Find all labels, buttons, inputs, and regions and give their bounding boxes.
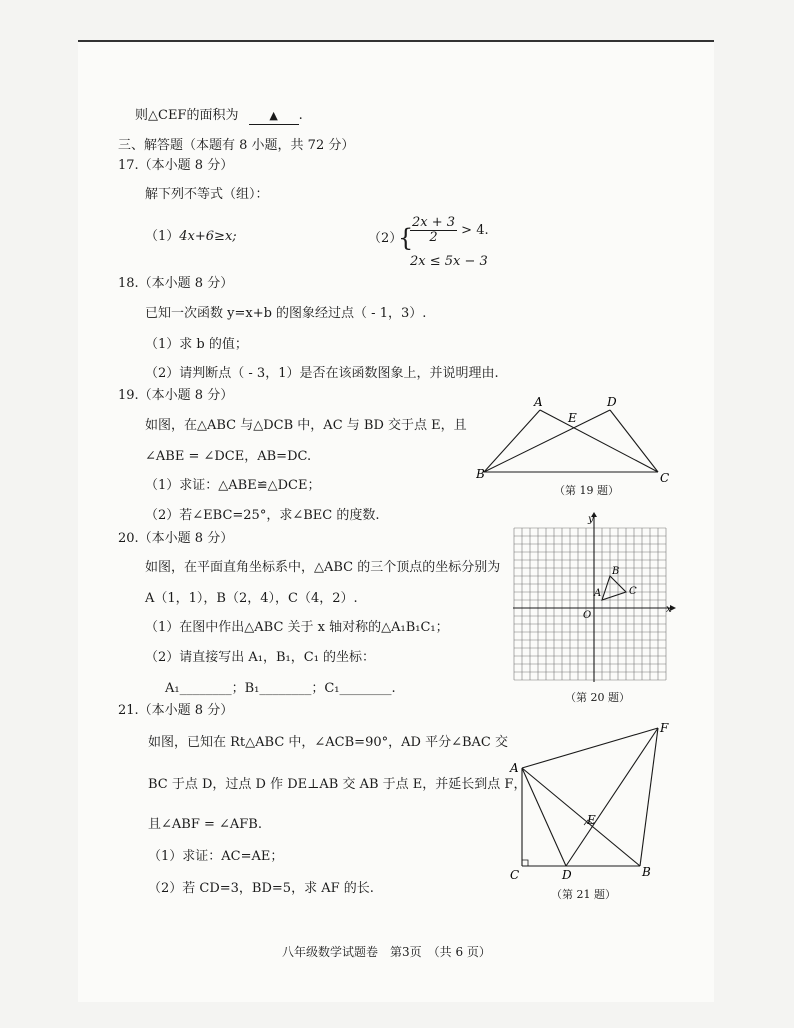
q17-part2-label: （2） [368,231,403,246]
q19-line1: 如图，在△ABC 与△DCB 中，AC 与 BD 交于点 E，且 [145,418,467,433]
label-y: y [588,514,594,525]
segment-af [522,728,658,768]
label-a: A [594,588,602,599]
section-title: 三、解答题（本题有 8 小题，共 72 分） [118,138,355,153]
label-a: A [510,761,519,775]
label-d: D [607,395,617,409]
q19-figure [476,394,676,494]
segment-df [566,728,658,866]
q18-part1: （1）求 b 的值； [145,337,248,352]
q21-line3: 且∠ABF = ∠AFB. [148,817,262,832]
q19-number: 19.（本小题 8 分） [118,388,234,403]
q21-part2: （2）若 CD=3，BD=5，求 AF 的长. [148,881,374,896]
q19-line2: ∠ABE = ∠DCE，AB=DC. [145,449,312,464]
brace: { [398,224,414,252]
segment-ac [540,410,658,472]
label-b: B [642,865,651,879]
cef-area-question: 则△CEF的面积为 ▲ . [135,108,303,123]
q21-number: 21.（本小题 8 分） [118,703,234,718]
triangle-abc [602,576,626,600]
label-c: C [629,586,637,597]
label-c: C [660,471,670,485]
q21-line2: BC 于点 D，过点 D 作 DE⊥AB 交 AB 于点 E，并延长到点 F， [148,777,527,792]
q20-number: 20.（本小题 8 分） [118,531,234,546]
q20-part1: （1）在图中作出△ABC 关于 x 轴对称的△A₁B₁C₁； [145,620,449,635]
answer-blank: ▲ [249,108,299,125]
q21-line1: 如图，已知在 Rt△ABC 中，∠ACB=90°，AD 平分∠BAC 交 [148,735,508,750]
q17-intro: 解下列不等式（组）： [145,187,269,202]
q21-figure [508,716,678,888]
q19-caption: （第 19 题） [554,484,619,497]
q19-part2: （2）若∠EBC=25°，求∠BEC 的度数. [145,508,380,523]
q20-answer-blanks: A₁________；B₁________；C₁________. [165,681,396,696]
label-e: E [587,813,596,827]
q17-number: 17.（本小题 8 分） [118,158,234,173]
label-a: A [534,395,543,409]
segment-ab [484,410,540,472]
q17-part1: （1）4x+6≥x; [145,229,237,244]
label-e: E [568,411,577,425]
q18-number: 18.（本小题 8 分） [118,276,234,291]
q20-caption: （第 20 题） [565,691,630,704]
segment-bd [484,410,610,472]
right-angle-c [522,860,528,866]
q18-part2: （2）请判断点（ - 3，1）是否在该函数图象上，并说明理由. [145,366,499,381]
segment-ab [522,768,640,866]
page-footer: 八年级数学试题卷 第3页 （共 6 页） [282,945,491,959]
q20-part2: （2）请直接写出 A₁，B₁，C₁ 的坐标： [145,650,376,665]
q17-system-line1: $\frac{2x + 3}{2}$ > 4. [412,215,489,245]
q20-line2: A（1，1），B（2，4），C（4，2）. [145,591,358,606]
segment-ad [522,768,566,866]
label-b: B [612,566,620,577]
label-o: O [583,610,592,621]
q20-grid-figure [510,512,680,684]
label-c: C [510,868,520,882]
label-b: B [476,467,485,481]
q17-system-line2: 2x ≤ 5x − 3 [410,254,488,269]
segment-dc [610,410,658,472]
label-d: D [562,868,572,882]
q21-part1: （1）求证：AC=AE； [148,849,284,864]
q18-intro: 已知一次函数 y=x+b 的图象经过点（ - 1，3）. [145,306,427,321]
q19-part1: （1）求证：△ABE≌△DCE； [145,478,321,493]
segment-bf [640,728,658,866]
q20-line1: 如图，在平面直角坐标系中，△ABC 的三个顶点的坐标分别为 [145,560,501,575]
label-f: F [660,721,669,735]
label-x: x [666,604,672,615]
q21-caption: （第 21 题） [551,888,616,901]
